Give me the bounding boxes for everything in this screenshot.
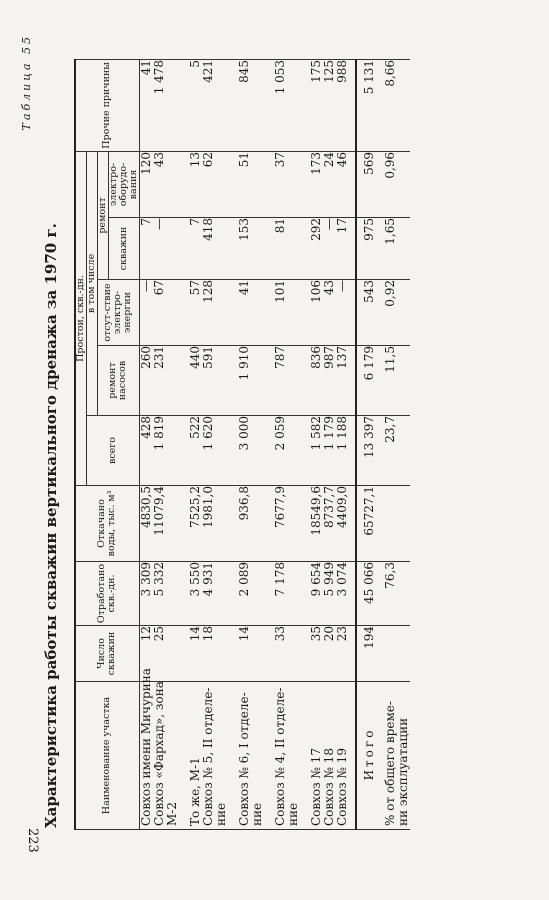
data-row bbox=[139, 59, 356, 829]
total-equipment: 569 bbox=[356, 151, 380, 217]
value-count bbox=[287, 626, 300, 681]
percent-pumped bbox=[380, 486, 410, 562]
value-pump-repair: 137 bbox=[334, 346, 349, 369]
value-count: 14 bbox=[187, 626, 202, 642]
percent-label-line2: ни эксплуатации bbox=[395, 717, 410, 826]
value-worked: 3 309 bbox=[138, 562, 153, 597]
value-pump-repair: 836 bbox=[308, 346, 323, 369]
percent-equipment: 0,96 bbox=[380, 151, 410, 217]
site-name-line: Совхоз № 19 bbox=[334, 748, 349, 826]
drainage-wells-table bbox=[74, 59, 410, 830]
value-wells: 418 bbox=[200, 218, 215, 241]
value-worked bbox=[215, 562, 228, 625]
site-name-line: Совхоз имени Мичурина bbox=[138, 668, 153, 826]
header-name: Наименование участка bbox=[75, 682, 139, 830]
value-no-power: 57 bbox=[187, 280, 202, 296]
cell-pump-repair bbox=[139, 346, 356, 416]
header-other: Прочие причины bbox=[75, 59, 139, 151]
site-name-line: Совхоз № 18 bbox=[321, 748, 336, 826]
total-worked: 45 066 bbox=[356, 562, 380, 626]
value-pump-repair: 440 bbox=[187, 346, 202, 369]
total-label: Итого bbox=[356, 682, 380, 830]
value-total: 1 819 bbox=[151, 416, 166, 451]
header-wells: скважин bbox=[108, 218, 139, 280]
value-pumped: 4409,0 bbox=[334, 486, 349, 528]
total-no-power: 543 bbox=[356, 280, 380, 346]
value-other: 845 bbox=[236, 59, 251, 83]
value-no-power bbox=[166, 280, 179, 345]
value-pumped bbox=[251, 486, 264, 561]
value-worked: 5 332 bbox=[151, 562, 166, 597]
site-name-line: ние bbox=[285, 802, 300, 826]
value-worked: 9 654 bbox=[308, 562, 323, 597]
value-pumped: 11079,4 bbox=[151, 486, 166, 536]
value-worked: 3 074 bbox=[334, 562, 349, 597]
percent-other: 8,66 bbox=[380, 59, 410, 151]
value-equipment: 173 bbox=[308, 151, 323, 175]
value-worked: 3 550 bbox=[187, 562, 202, 597]
header-pumped: Откачано воды, тыс. м³ bbox=[75, 486, 139, 562]
value-equipment: 46 bbox=[334, 151, 349, 168]
value-pump-repair: 987 bbox=[321, 346, 336, 369]
value-wells: 17 bbox=[334, 218, 349, 234]
value-total bbox=[166, 416, 179, 485]
header-equipment: электро-оборудо-вания bbox=[108, 151, 139, 217]
site-name-line: ние bbox=[249, 802, 264, 826]
value-other: 421 bbox=[200, 59, 215, 83]
cell-total bbox=[139, 416, 356, 486]
value-count: 18 bbox=[200, 626, 215, 642]
value-equipment: 13 bbox=[187, 151, 202, 168]
value-equipment: 120 bbox=[138, 151, 153, 175]
cell-worked bbox=[139, 562, 356, 626]
value-pumped: 4830,5 bbox=[138, 486, 153, 528]
percent-pump-repair: 11,5 bbox=[380, 346, 410, 416]
value-total: 1 179 bbox=[321, 416, 336, 451]
header-downtime-total: всего bbox=[86, 416, 139, 486]
total-row bbox=[356, 59, 380, 829]
value-other: 125 bbox=[321, 59, 336, 83]
value-worked: 7 178 bbox=[272, 562, 287, 597]
value-worked: 2 089 bbox=[236, 562, 251, 597]
value-count: 33 bbox=[272, 626, 287, 642]
value-equipment: 24 bbox=[321, 151, 336, 168]
value-count: 23 bbox=[334, 626, 349, 642]
value-total bbox=[251, 416, 264, 485]
page-number: 223 bbox=[25, 828, 40, 853]
cell-pumped bbox=[139, 486, 356, 562]
value-count bbox=[251, 626, 264, 681]
total-count: 194 bbox=[356, 626, 380, 682]
site-name-line: ние bbox=[213, 802, 228, 826]
value-count: 20 bbox=[321, 626, 336, 642]
value-pump-repair: 591 bbox=[200, 346, 215, 369]
value-worked bbox=[287, 562, 300, 625]
value-other: 1 053 bbox=[272, 59, 287, 95]
percent-downtime: 23,7 bbox=[380, 416, 410, 486]
value-wells bbox=[166, 218, 179, 279]
value-pump-repair: 260 bbox=[138, 346, 153, 369]
value-equipment: 51 bbox=[236, 151, 251, 168]
value-pump-repair: 231 bbox=[151, 346, 166, 369]
value-no-power: 67 bbox=[151, 280, 166, 296]
value-total: 1 582 bbox=[308, 416, 323, 451]
value-equipment: 43 bbox=[151, 151, 166, 168]
total-downtime: 13 397 bbox=[356, 416, 380, 486]
value-equipment bbox=[166, 152, 179, 217]
value-count: 14 bbox=[236, 626, 251, 642]
value-wells: 7 bbox=[138, 218, 153, 226]
value-no-power: 41 bbox=[236, 280, 251, 296]
value-total: 2 059 bbox=[272, 416, 287, 451]
value-no-power: 101 bbox=[272, 280, 287, 303]
total-wells: 975 bbox=[356, 218, 380, 280]
value-total: 3 000 bbox=[236, 416, 251, 451]
site-name-line: Совхоз № 4, II отделе- bbox=[272, 687, 287, 826]
table-body bbox=[139, 59, 410, 829]
header-repair: ремонт bbox=[97, 151, 108, 279]
total-other: 5 131 bbox=[356, 59, 380, 151]
value-total: 1 620 bbox=[200, 416, 215, 451]
value-wells: 7 bbox=[187, 218, 202, 226]
value-pumped: 7677,9 bbox=[272, 486, 287, 528]
value-no-power bbox=[215, 280, 228, 345]
value-count bbox=[166, 626, 179, 681]
value-worked bbox=[251, 562, 264, 625]
value-worked: 5 949 bbox=[321, 562, 336, 597]
value-no-power bbox=[251, 280, 264, 345]
value-no-power: 43 bbox=[321, 280, 336, 296]
value-wells: 153 bbox=[236, 218, 251, 241]
site-name-line: Совхоз № 5, II отделе- bbox=[200, 687, 215, 826]
header-count: Число скважин bbox=[75, 626, 139, 682]
percent-label bbox=[380, 682, 410, 830]
value-no-power: — bbox=[334, 280, 349, 292]
table-title: Характеристика работы скважин вертикального дренажа за 1970 г. bbox=[42, 223, 60, 828]
value-pumped: 18549,6 bbox=[308, 486, 323, 536]
value-pumped bbox=[215, 486, 228, 561]
header-including: в том числе bbox=[86, 151, 97, 415]
table-number-label: Таблица 55 bbox=[20, 34, 33, 131]
value-count bbox=[215, 626, 228, 681]
value-other bbox=[215, 60, 228, 151]
site-name-line: М-2 bbox=[164, 802, 179, 826]
value-no-power: 106 bbox=[308, 280, 323, 303]
value-equipment: 62 bbox=[200, 151, 215, 168]
value-pumped: 8737,7 bbox=[321, 486, 336, 528]
value-worked: 4 931 bbox=[200, 562, 215, 597]
cell-count bbox=[139, 626, 356, 682]
value-wells: — bbox=[151, 218, 166, 230]
cell-names bbox=[138, 668, 356, 830]
value-count: 12 bbox=[138, 626, 153, 642]
value-count: 25 bbox=[151, 626, 166, 642]
percent-no-power: 0,92 bbox=[380, 280, 410, 346]
site-name-line: То же, М-1 bbox=[187, 757, 202, 826]
value-no-power: 128 bbox=[200, 280, 215, 303]
value-worked bbox=[166, 562, 179, 625]
value-pumped: 1981,0 bbox=[200, 486, 215, 528]
value-pumped: 7525,2 bbox=[187, 486, 202, 528]
value-wells bbox=[215, 218, 228, 279]
value-wells: 292 bbox=[308, 218, 323, 241]
header-downtime: Простои, скв.-дн. bbox=[75, 151, 86, 485]
header-pump-repair: ремонт насосов bbox=[97, 346, 139, 416]
cell-no-power bbox=[139, 280, 356, 346]
percent-count bbox=[380, 626, 410, 682]
value-other: 5 bbox=[187, 59, 202, 68]
value-pump-repair: 1 910 bbox=[236, 346, 251, 381]
site-name-line: Совхоз № 17 bbox=[308, 748, 323, 826]
percent-wells: 1,65 bbox=[380, 218, 410, 280]
value-pumped: 936,8 bbox=[236, 486, 251, 521]
value-pump-repair bbox=[287, 346, 300, 415]
percent-label-line1: % от общего време- bbox=[382, 701, 397, 826]
value-count: 35 bbox=[308, 626, 323, 642]
group-gap bbox=[179, 218, 189, 279]
header-worked: Отработано скв.-дн. bbox=[75, 562, 139, 626]
value-total: 428 bbox=[138, 416, 153, 439]
value-other bbox=[166, 60, 179, 151]
value-wells: — bbox=[321, 218, 336, 230]
total-pumped: 65727,1 bbox=[356, 486, 380, 562]
site-name-line: Совхоз № 6, I отделе- bbox=[236, 692, 251, 826]
value-total: 522 bbox=[187, 416, 202, 439]
value-other: 175 bbox=[308, 59, 323, 83]
value-other: 988 bbox=[334, 59, 349, 83]
value-pumped bbox=[166, 486, 179, 561]
value-total bbox=[287, 416, 300, 485]
value-wells bbox=[287, 218, 300, 279]
value-other bbox=[287, 60, 300, 151]
value-equipment bbox=[251, 152, 264, 217]
value-pump-repair: 787 bbox=[272, 346, 287, 369]
value-equipment: 37 bbox=[272, 151, 287, 168]
value-no-power bbox=[287, 280, 300, 345]
value-other bbox=[251, 60, 264, 151]
cell-wells bbox=[139, 218, 356, 280]
percent-worked: 76,3 bbox=[380, 562, 410, 626]
value-pump-repair bbox=[215, 346, 228, 415]
cell-equipment bbox=[139, 151, 356, 217]
group-gap bbox=[179, 60, 189, 151]
value-pump-repair bbox=[166, 346, 179, 415]
value-pump-repair bbox=[251, 346, 264, 415]
cell-other bbox=[139, 59, 356, 151]
value-total: 1 188 bbox=[334, 416, 349, 451]
value-no-power: — bbox=[138, 280, 153, 292]
value-other: 1 478 bbox=[151, 59, 166, 95]
percent-row bbox=[380, 59, 410, 829]
site-name-line: Совхоз «Фархад», зона bbox=[151, 681, 166, 826]
value-equipment bbox=[215, 152, 228, 217]
value-pumped bbox=[287, 486, 300, 561]
value-equipment bbox=[287, 152, 300, 217]
value-other: 41 bbox=[138, 59, 153, 76]
total-pump-repair: 6 179 bbox=[356, 346, 380, 416]
header-no-power: отсут-ствие электро-энергии bbox=[97, 280, 139, 346]
value-wells bbox=[251, 218, 264, 279]
value-wells: 81 bbox=[272, 218, 287, 234]
value-total bbox=[215, 416, 228, 485]
